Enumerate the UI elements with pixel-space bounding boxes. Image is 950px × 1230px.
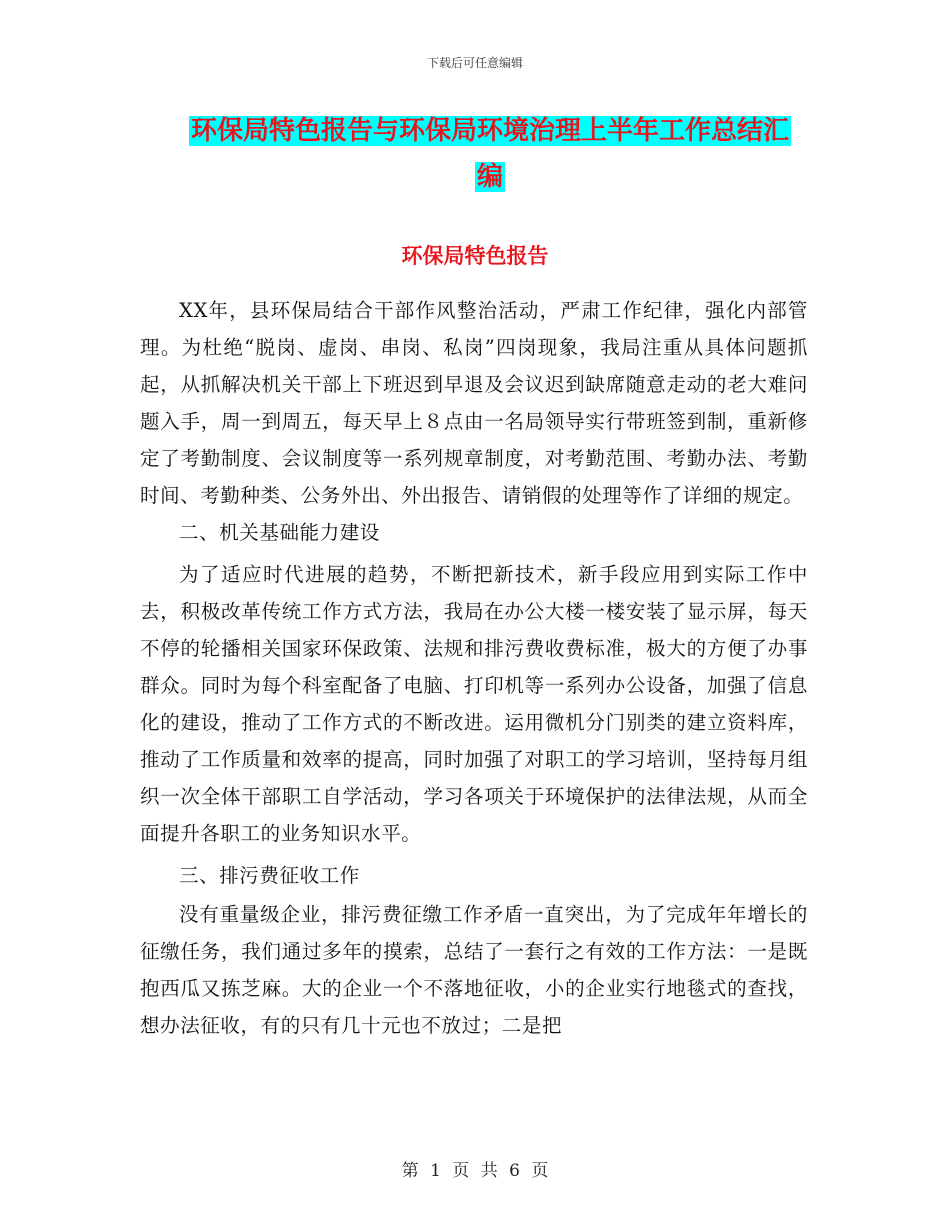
document-title-line2: 编 (476, 162, 503, 192)
paragraph-section-2: 为了适应时代进展的趋势，不断把新技术，新手段应用到实际工作中去，积极改革传统工作方式方法，我局在办公大楼一楼安装了显示屏，每天不停的轮播相关国家环保政策、法规和排污费收费标准，极大的方便了办事群众。同时为每个科室配备了电脑、打印机等一系列办公设备，加强了信息化的建设，推动了工作方式的不断改进。运用微机分门别类的建立资料库，推动了工作质量和效率的提高，同时加强了对职工的学习培训，坚持每月组织一次全体干部职工自学活动，学习各项关于环境保护的法律法规，从而全面提升各职工的业务知识水平。 (140, 563, 808, 845)
paragraph-intro: XX年，县环保局结合干部作风整治活动，严肃工作纪律，强化内部管理。为杜绝“脱岗、虚岗、串岗、私岗”四岗现象，我局注重从具体问题抓起，从抓解决机关干部上下班迟到早退及会议迟到缺席随意走动的老大难问题入手，周一到周五，每天早上８点由一名局领导实行带班签到制，重新修定了考勤制度、会议制度等一系列规章制度，对考勤范围、考勤办法、考勤时间、考勤种类、公务外出、外出报告、请销假的处理等作了详细的规定。 (140, 299, 808, 507)
document-body (140, 292, 808, 1044)
heading-section-3: 三、排污费征收工作 (179, 864, 360, 887)
document-title (140, 108, 840, 200)
section-title: 环保局特色报告 (401, 244, 549, 268)
header-note: 下载后可任意编辑 (426, 56, 523, 70)
heading-section-2: 二、机关基础能力建设 (179, 521, 381, 544)
document-title-line1: 环保局特色报告与环保局环境治理上半年工作总结汇 (190, 116, 789, 146)
page-number-footer: 第 1 页 共 6 页 (401, 1161, 549, 1181)
paragraph-section-3: 没有重量级企业，排污费征缴工作矛盾一直突出，为了完成年年增长的征缴任务，我们通过多年的摸索，总结了一套行之有效的工作方法：一是既抱西瓜又拣芝麻。大的企业一个不落地征收，小的企业实行地毯式的查找，想办法征收，有的只有几十元也不放过；二是把 (140, 903, 808, 1037)
